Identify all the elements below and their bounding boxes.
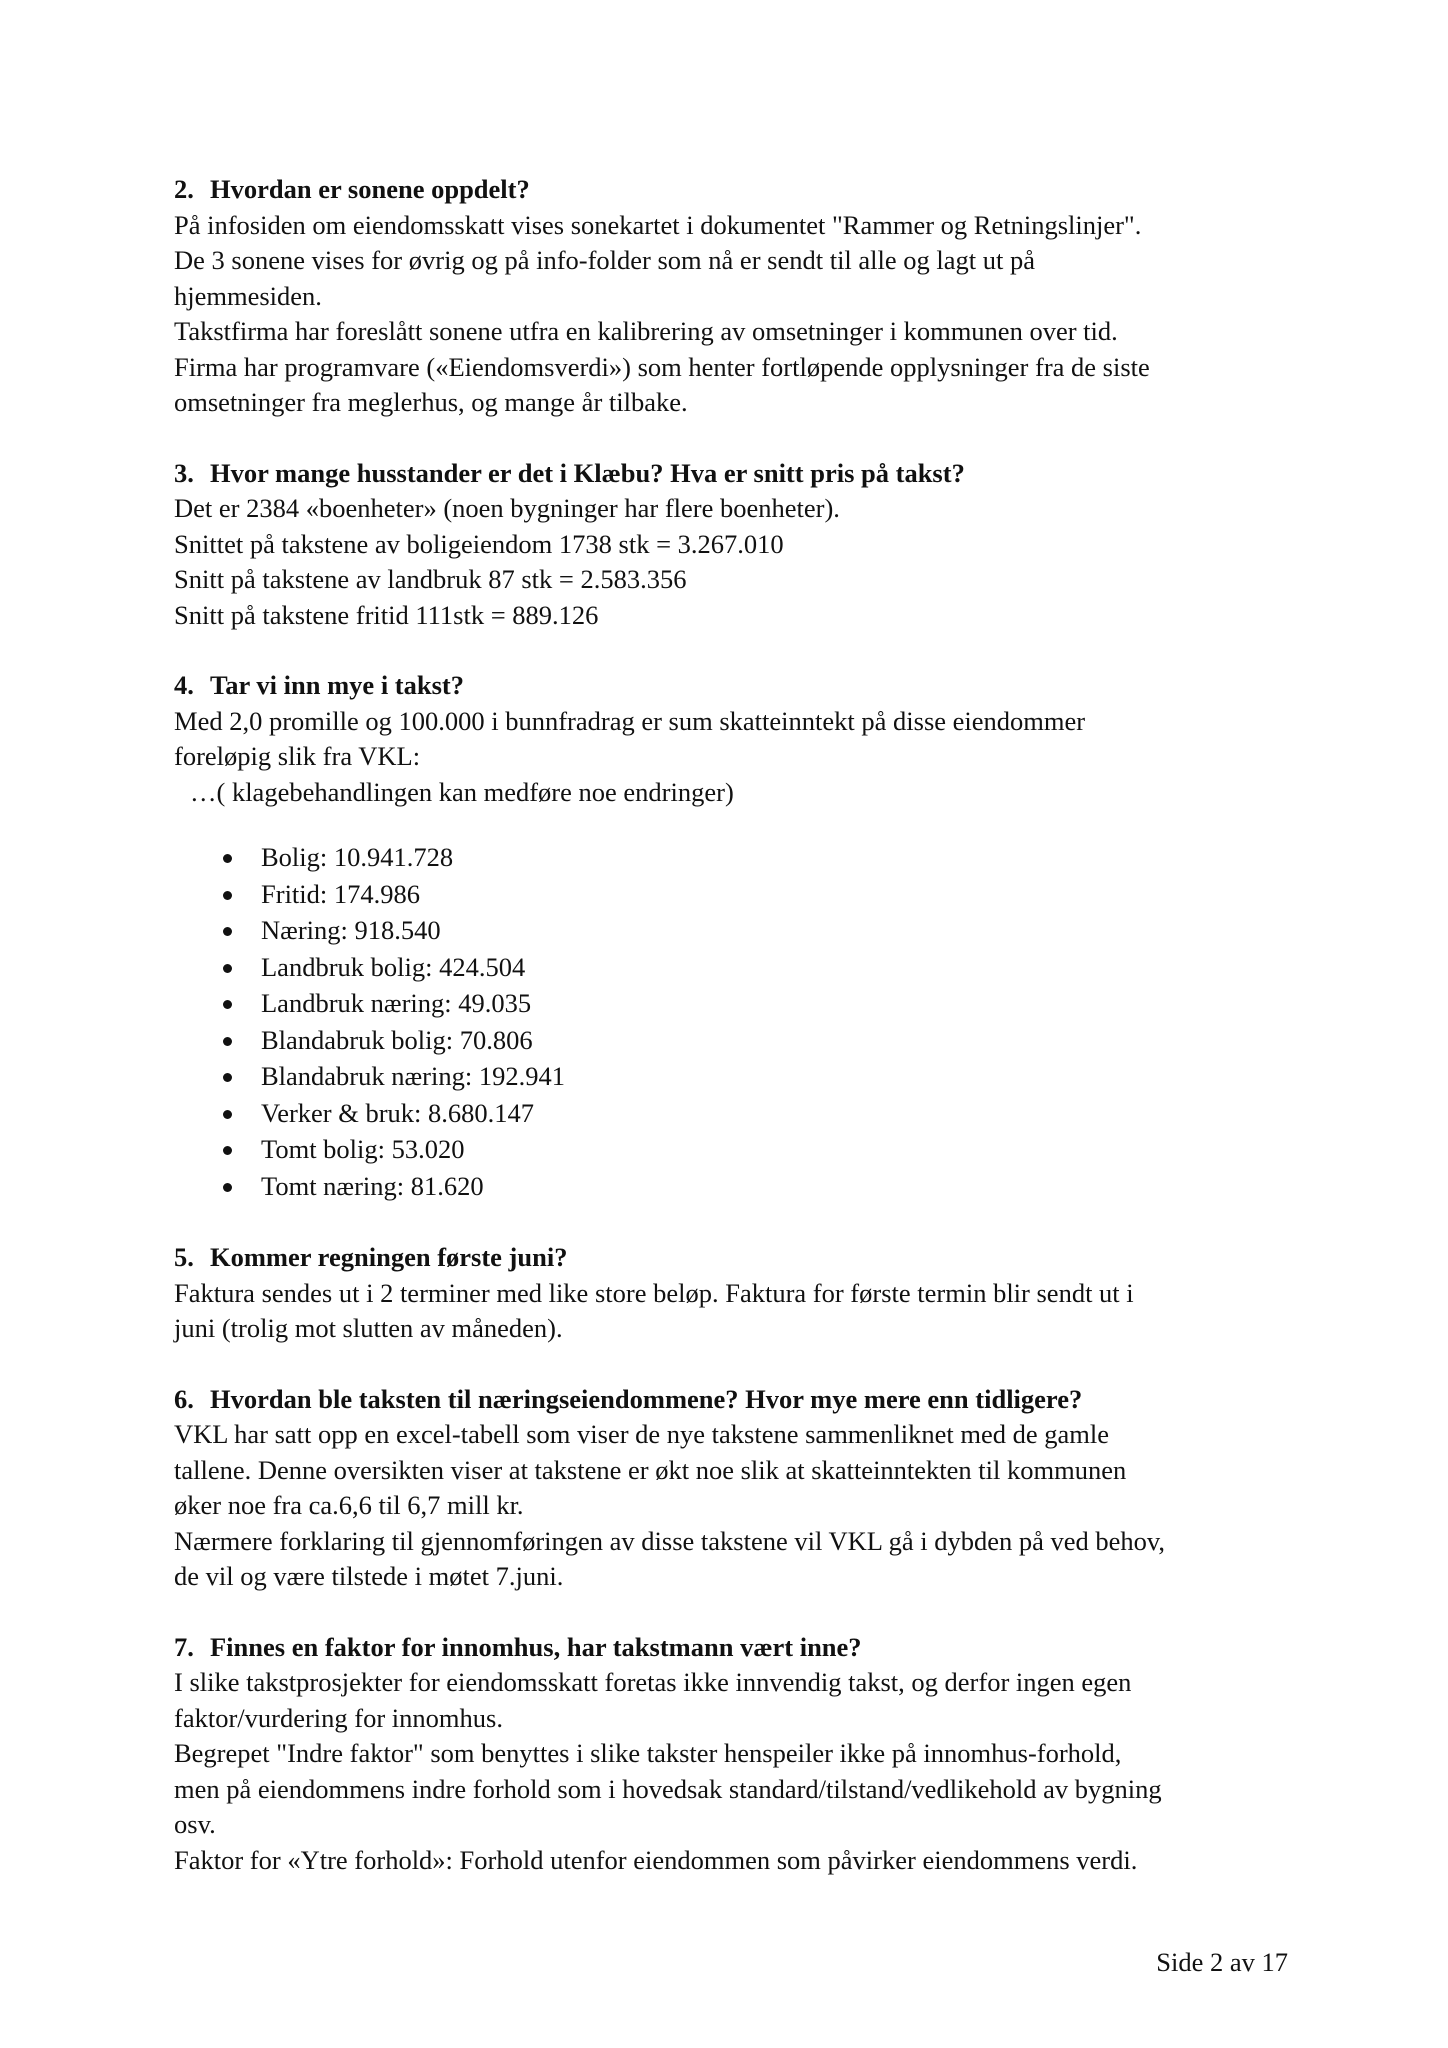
text-line: Snitt på takstene fritid 111stk = 889.126 <box>174 599 599 630</box>
section-heading <box>174 1240 1294 1276</box>
text-line: Snitt på takstene av landbruk 87 stk = 2.583.356 <box>174 564 687 594</box>
text-note: …( klagebehandlingen kan medføre noe endringer) <box>190 776 734 807</box>
section-title: Hvordan ble taksten til næringseiendommene? Hvor mye mere enn tidligere? <box>210 1383 1083 1414</box>
list-item <box>174 1169 1294 1206</box>
bullet-icon <box>223 1146 232 1155</box>
text-line: hjemmesiden. <box>174 280 322 311</box>
section-5 <box>174 1240 1294 1347</box>
text-line: omsetninger fra meglerhus, og mange år tilbake. <box>174 387 688 417</box>
text-line: øker noe fra ca.6,6 til 6,7 mill kr. <box>174 1490 524 1520</box>
list-item-text: Tomt bolig: 53.020 <box>261 1134 465 1164</box>
list-item-text: Blandabruk bolig: 70.806 <box>261 1024 533 1055</box>
section-title: Hvor mange husstander er det i Klæbu? Hva er snitt pris på takst? <box>210 457 965 488</box>
list-item-text: Bolig: 10.941.728 <box>261 842 454 872</box>
text-line: De 3 sonene vises for øvrig og på info-folder som nå er sendt til alle og lagt ut på <box>174 245 1036 275</box>
section-number: 5. <box>174 1242 194 1272</box>
section-number: 2. <box>174 174 194 204</box>
bullet-icon <box>223 1000 232 1009</box>
list-item-text: Tomt næring: 81.620 <box>261 1170 484 1201</box>
list-item <box>174 986 1294 1023</box>
list-item-text: Blandabruk næring: 192.941 <box>261 1061 565 1091</box>
section-heading <box>174 172 1294 208</box>
bullet-icon <box>223 927 232 936</box>
section-title: Kommer regningen første juni? <box>210 1242 568 1272</box>
text-line: Snittet på takstene av boligeiendom 1738 stk = 3.267.010 <box>174 528 784 559</box>
bullet-list <box>174 840 1294 1205</box>
section-7 <box>174 1630 1294 1879</box>
text-line: de vil og være tilstede i møtet 7.juni. <box>174 1561 564 1591</box>
section-3 <box>174 456 1294 634</box>
section-title: Hvordan er sonene oppdelt? <box>210 174 530 204</box>
section-6 <box>174 1382 1294 1595</box>
text-line: Faktor for «Ytre forhold»: Forhold utenfor eiendommen som påvirker eiendommens verdi. <box>174 1844 1138 1875</box>
bullet-icon <box>223 1183 232 1192</box>
list-item <box>174 877 1294 914</box>
section-number: 6. <box>174 1383 194 1414</box>
bullet-icon <box>223 1073 232 1082</box>
text-line: Nærmere forklaring til gjennomføringen av disse takstene vil VKL gå i dybden på ved behov, <box>174 1525 1166 1556</box>
list-item <box>174 1096 1294 1133</box>
bullet-icon <box>223 1037 232 1046</box>
section-4 <box>174 668 1294 1205</box>
section-number: 4. <box>174 670 194 700</box>
list-item-text: Landbruk bolig: 424.504 <box>261 951 526 982</box>
list-item <box>174 1023 1294 1060</box>
text-line: Med 2,0 promille og 100.000 i bunnfradrag er sum skatteinntekt på disse eiendommer <box>174 705 1086 736</box>
section-2 <box>174 172 1294 421</box>
section-heading <box>174 456 1294 492</box>
text-line: Faktura sendes ut i 2 terminer med like store beløp. Faktura for første termin blir sendt ut i <box>174 1277 1134 1308</box>
document-body <box>174 172 1294 1913</box>
bullet-icon <box>223 1110 232 1119</box>
list-item-text: Fritid: 174.986 <box>261 878 421 909</box>
text-line: Det er 2384 «boenheter» (noen bygninger har flere boenheter). <box>174 493 840 523</box>
text-line: men på eiendommens indre forhold som i hovedsak standard/tilstand/vedlikehold av bygning <box>174 1773 1162 1804</box>
page-number: Side 2 av 17 <box>1156 1947 1288 1977</box>
text-line: I slike takstprosjekter for eiendomsskatt foretas ikke innvendig takst, og derfor ingen egen <box>174 1667 1132 1697</box>
text-line: juni (trolig mot slutten av måneden). <box>174 1313 563 1343</box>
text-line: faktor/vurdering for innomhus. <box>174 1702 503 1733</box>
text-line: Takstfirma har foreslått sonene utfra en kalibrering av omsetninger i kommunen over tid. <box>174 316 1118 346</box>
list-item-text: Landbruk næring: 49.035 <box>261 988 532 1018</box>
list-item <box>174 1059 1294 1096</box>
text-line: På infosiden om eiendomsskatt vises sonekartet i dokumentet "Rammer og Retningslinjer". <box>174 209 1142 240</box>
text-line: VKL har satt opp en excel-tabell som viser de nye takstene sammenliknet med de gamle <box>174 1419 1110 1449</box>
text-line: Begrepet "Indre faktor" som benyttes i slike takster henspeiler ikke på innomhus-forhold, <box>174 1738 1122 1768</box>
section-title: Tar vi inn mye i takst? <box>210 670 465 700</box>
list-item <box>174 950 1294 987</box>
text-line: tallene. Denne oversikten viser at takstene er økt noe slik at skatteinntekten til kommunen <box>174 1454 1127 1485</box>
section-heading <box>174 668 1294 704</box>
section-number: 7. <box>174 1631 194 1662</box>
text-line: foreløpig slik fra VKL: <box>174 741 421 771</box>
bullet-icon <box>223 964 232 973</box>
section-heading <box>174 1630 1294 1666</box>
list-item <box>174 913 1294 950</box>
text-line: Firma har programvare («Eiendomsverdi») som henter fortløpende opplysninger fra de siste <box>174 351 1150 382</box>
list-item-text: Verker & bruk: 8.680.147 <box>261 1097 535 1128</box>
list-item <box>174 1132 1294 1169</box>
section-heading <box>174 1382 1294 1418</box>
bullet-icon <box>223 854 232 863</box>
bullet-icon <box>223 891 232 900</box>
list-item-text: Næring: 918.540 <box>261 915 441 945</box>
section-title: Finnes en faktor for innomhus, har takstmann vært inne? <box>210 1631 862 1662</box>
text-line: osv. <box>174 1809 216 1839</box>
list-item <box>174 840 1294 877</box>
section-number: 3. <box>174 457 194 488</box>
